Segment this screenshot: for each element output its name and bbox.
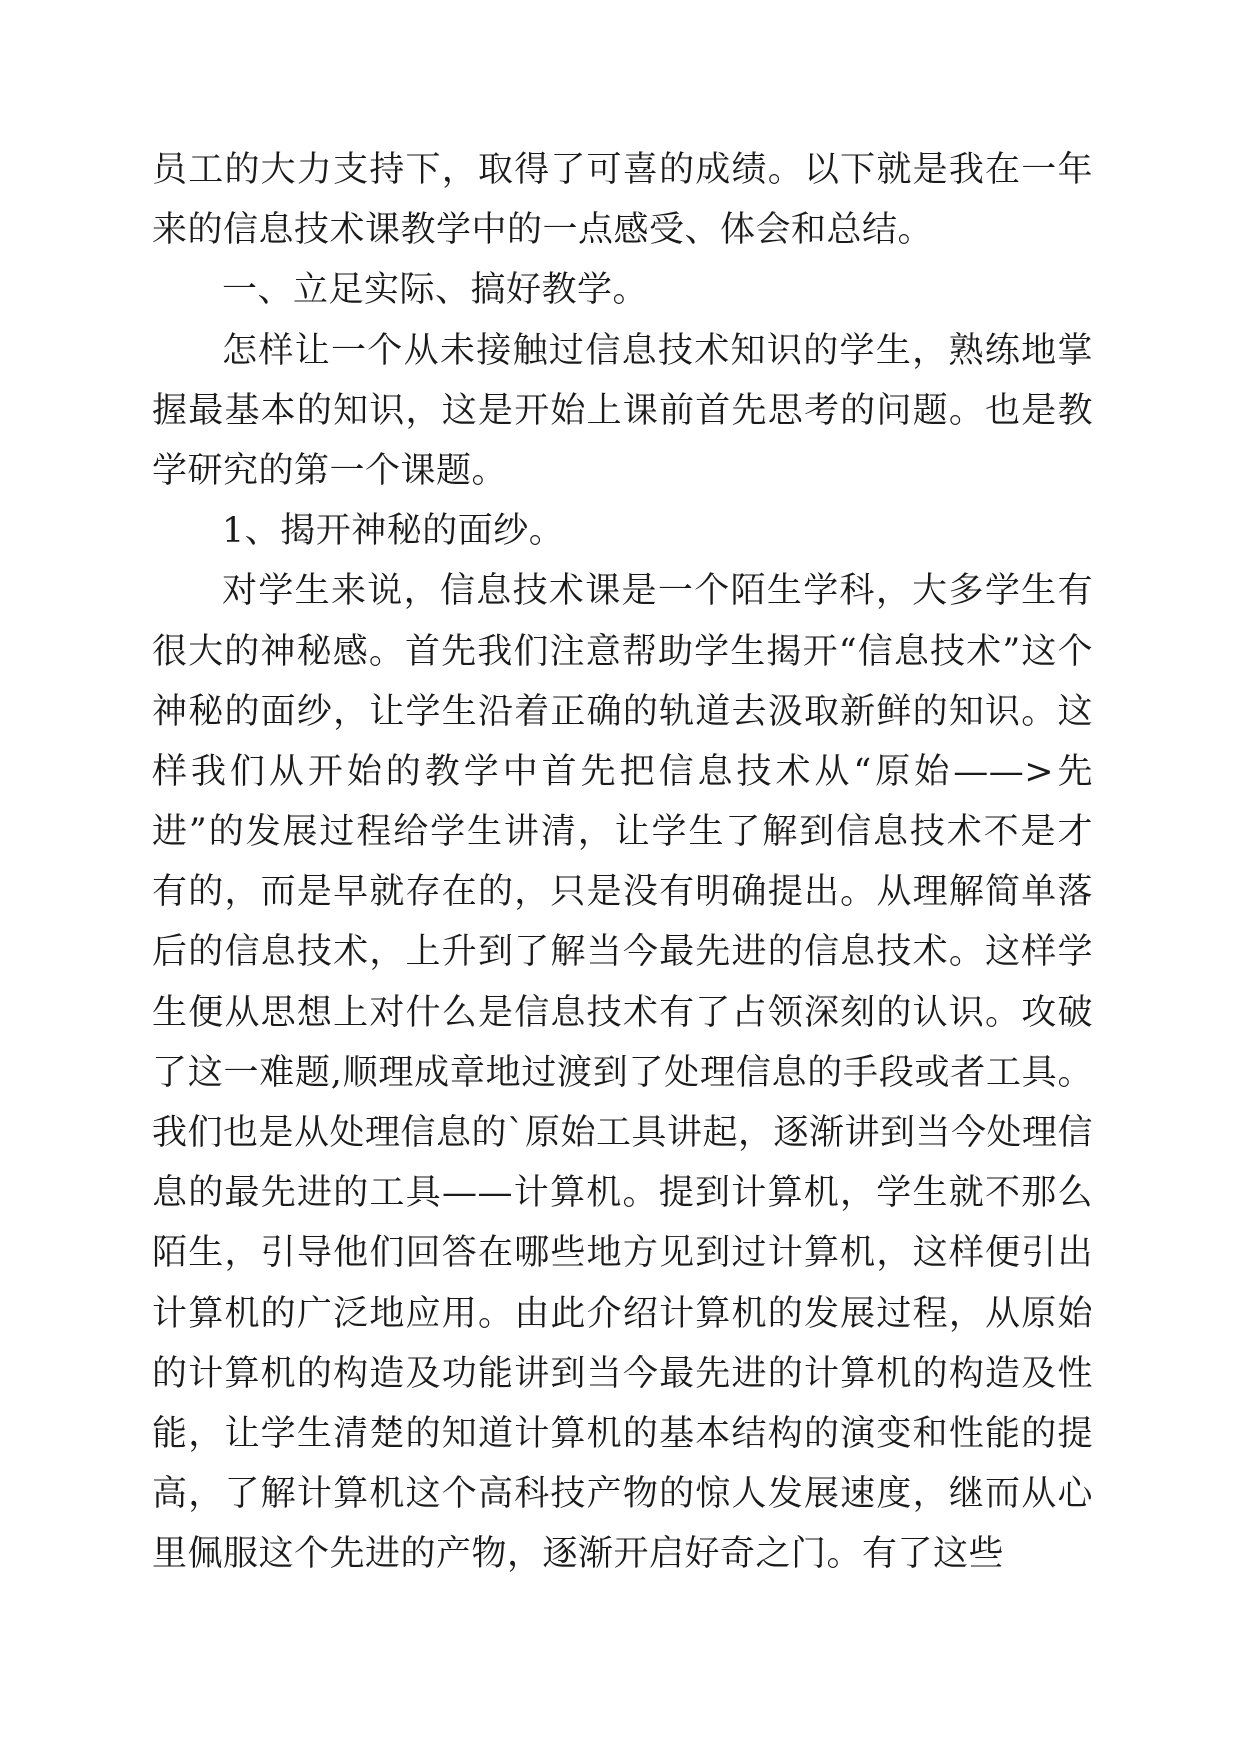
document-body [152,140,1093,1585]
paragraph-subsection-heading-one: 1、揭开神秘的面纱。 [222,511,565,552]
paragraph-section-heading-one: 一、立足实际、搞好教学。 [222,270,649,311]
paragraph-main-body: 对学生来说，信息技术课是一个陌生学科，大多学生有很大的神秘感。首先我们注意帮助学生揭开“信息技术”这个神秘的面纱，让学生沿着正确的轨道去汲取新鲜的知识。这样我们从开始的教学中首先把信息技术从“原始——>先进”的发展过程给学生讲清，让学生了解到信息技术不是才有的，而是早就存在的，只是没有明确提出。从理解简单落后的信息技术，上升到了解当今最先进的信息技术。这样学生便从思想上对什么是信息技术有了占领深刻的认识。攻破了这一难题,顺理成章地过渡到了处理信息的手段或者工具。我们也是从处理信息的`原始工具讲起，逐渐讲到当今处理信息的最先进的工具——计算机。提到计算机，学生就不那么陌生，引导他们回答在哪些地方见到过计算机，这样便引出计算机的广泛地应用。由此介绍计算机的发展过程，从原始的计算机的构造及功能讲到当今最先进的计算机的构造及性能，让学生清楚的知道计算机的基本结构的演变和性能的提高，了解计算机这个高科技产物的惊人发展速度，继而从心里佩服这个先进的产物，逐渐开启好奇之门。有了这些 [152,571,1094,1575]
paragraph-continuation: 员工的大力支持下，取得了可喜的成绩。以下就是我在一年来的信息技术课教学中的一点感受、体会和总结。 [152,150,1093,251]
paragraph-intro-question: 怎样让一个从未接触过信息技术知识的学生，熟练地掌握最基本的知识，这是开始上课前首先思考的问题。也是教学研究的第一个课题。 [152,330,1093,491]
